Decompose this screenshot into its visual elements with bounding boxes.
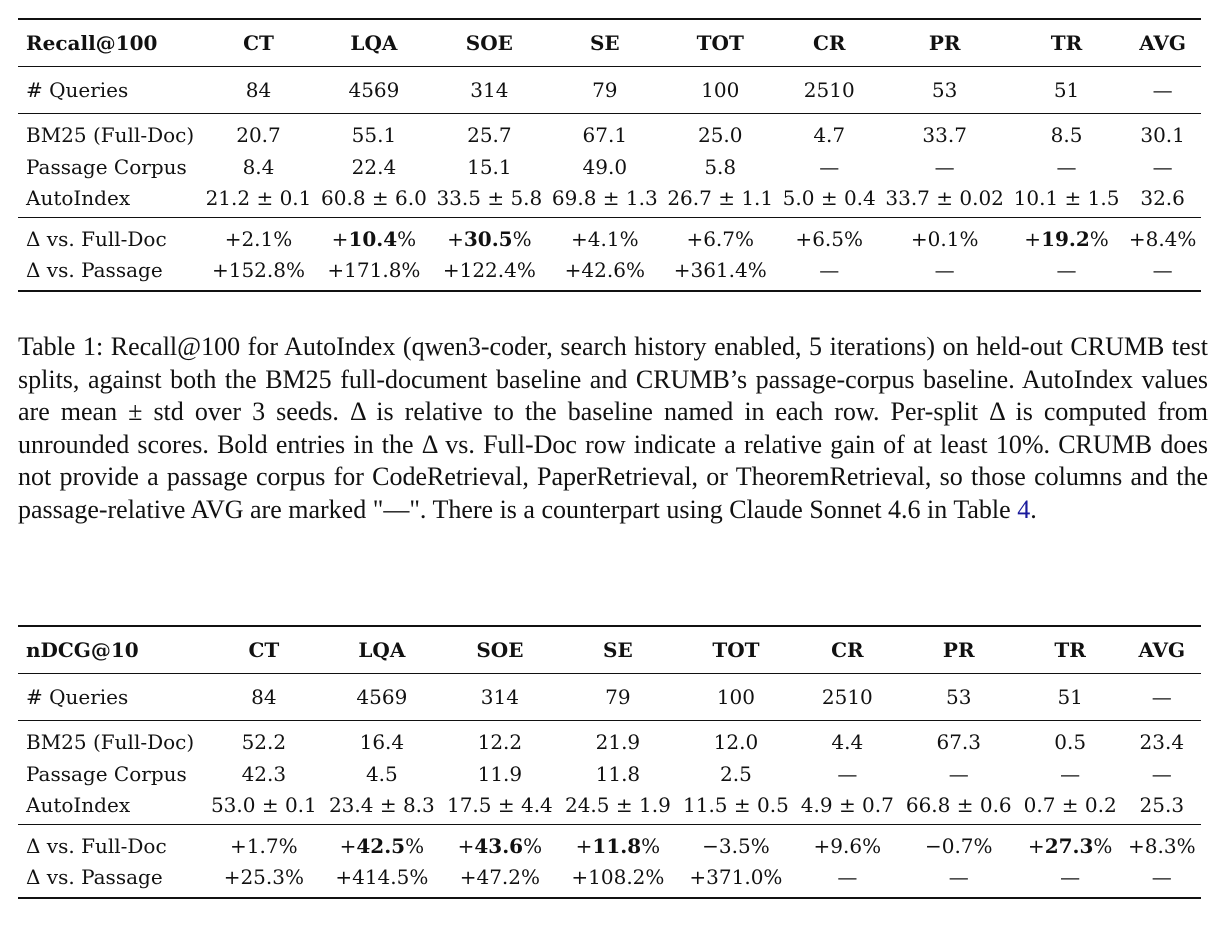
table-reference-link[interactable]: 4 <box>1017 494 1031 524</box>
delta-value: 1.7 <box>246 834 279 858</box>
column-header: SOE <box>476 638 524 662</box>
delta-cell <box>547 254 662 291</box>
delta-sign: + <box>447 227 464 251</box>
delta-sign: + <box>224 227 242 251</box>
delta-cell <box>323 825 441 862</box>
table-caption <box>18 331 1208 526</box>
dash-value: — <box>837 865 858 889</box>
delta-value: 414.5 <box>352 865 410 889</box>
delta-cell <box>205 825 323 862</box>
table-cell: — <box>1152 154 1173 179</box>
delta-sign: − <box>702 834 719 858</box>
table-cell: 53 <box>946 685 972 709</box>
percent-sign: % <box>747 258 767 282</box>
table-cell: 55.1 <box>351 123 397 147</box>
percent-sign: % <box>619 227 639 251</box>
table-cell: 100 <box>716 685 755 709</box>
delta-value: 6.5 <box>812 227 844 251</box>
percent-sign: % <box>973 834 993 858</box>
percent-sign: % <box>750 834 770 858</box>
delta-sign: + <box>223 865 241 889</box>
table-cell: — <box>948 761 969 786</box>
delta-sign: + <box>571 227 588 251</box>
table-cell: 11.9 <box>477 761 523 786</box>
table-row <box>18 183 1201 218</box>
delta-sign: + <box>457 834 475 858</box>
delta-value: 152.8 <box>228 258 286 282</box>
delta-cell <box>441 825 559 862</box>
delta-value: 171.8 <box>344 258 402 282</box>
table-header-row <box>18 626 1201 674</box>
table-cell: 4569 <box>356 685 408 709</box>
table-cell: 60.8 ± 6.0 <box>321 186 427 210</box>
percent-sign: % <box>401 258 421 282</box>
delta-cell <box>1123 825 1201 862</box>
percent-sign: % <box>273 227 293 251</box>
column-header: SOE <box>465 31 513 55</box>
delta-cell <box>432 254 547 291</box>
column-header: CR <box>831 638 864 662</box>
table-cell: 69.8 ± 1.3 <box>551 186 658 210</box>
delta-cell <box>663 254 778 291</box>
percent-sign: % <box>523 834 543 858</box>
delta-cell <box>1018 861 1123 898</box>
row-label: Δ vs. Full-Doc <box>26 834 167 858</box>
delta-cell <box>1124 254 1201 291</box>
delta-value: 25.3 <box>240 865 285 889</box>
delta-cell <box>316 254 431 291</box>
percent-sign: % <box>625 258 645 282</box>
delta-cell <box>547 218 662 255</box>
table-cell: 42.3 <box>241 761 287 786</box>
table-cell: 2510 <box>821 685 873 709</box>
delta-cell <box>778 254 881 291</box>
table-cell: — <box>1056 154 1077 179</box>
column-header: CR <box>812 31 846 55</box>
metric-header: Recall@100 <box>26 31 158 55</box>
delta-value: 6.7 <box>703 227 736 251</box>
table-cell: 25.7 <box>467 123 512 147</box>
table-cell: 25.0 <box>697 123 743 147</box>
table-cell: 79 <box>605 685 631 709</box>
delta-value: 9.6 <box>830 834 863 858</box>
dash-value: — <box>1151 865 1172 889</box>
delta-cell <box>201 218 316 255</box>
delta-row <box>18 218 1201 255</box>
delta-row <box>18 861 1201 898</box>
delta-sign: + <box>339 834 357 858</box>
percent-sign: % <box>285 258 305 282</box>
delta-sign: + <box>211 258 229 282</box>
queries-row <box>18 67 1201 114</box>
column-header: LQA <box>358 638 406 662</box>
table-cell: 22.4 <box>351 154 397 179</box>
table-cell: 51 <box>1053 78 1080 102</box>
percent-sign: % <box>405 834 425 858</box>
table-cell: 21.2 ± 0.1 <box>205 186 312 210</box>
table-cell: 5.8 <box>704 154 737 179</box>
row-label: Δ vs. Passage <box>26 258 163 282</box>
table-cell: 11.8 <box>595 761 641 786</box>
delta-sign: + <box>564 258 582 282</box>
percent-sign: % <box>735 227 755 251</box>
delta-cell <box>663 218 778 255</box>
table-cell: 15.1 <box>467 154 512 179</box>
delta-sign: + <box>575 834 593 858</box>
delta-sign: + <box>673 258 691 282</box>
delta-value: 8.4 <box>1145 227 1178 251</box>
dash-value: — <box>1056 258 1077 282</box>
delta-value: 2.1 <box>241 227 274 251</box>
delta-value-bold: 27.3 <box>1044 834 1094 858</box>
ndcg-results-table <box>18 625 1201 899</box>
delta-sign: + <box>686 227 704 251</box>
column-header: TR <box>1054 638 1086 662</box>
table-cell: 21.9 <box>595 730 641 754</box>
percent-sign: % <box>521 865 541 889</box>
column-header: SE <box>603 638 633 662</box>
delta-sign: + <box>1128 834 1145 858</box>
delta-cell <box>1009 218 1124 255</box>
percent-sign: % <box>512 227 532 251</box>
delta-value: 3.5 <box>718 834 751 858</box>
table-cell: 33.5 ± 5.8 <box>436 186 543 210</box>
delta-sign: + <box>1024 227 1042 251</box>
delta-sign: + <box>327 258 345 282</box>
table-cell: 24.5 ± 1.9 <box>564 793 671 817</box>
delta-cell <box>559 825 677 862</box>
table-cell: — <box>934 154 955 179</box>
row-label: Passage Corpus <box>26 761 187 786</box>
delta-value: 47.2 <box>476 865 522 889</box>
percent-sign: % <box>641 834 661 858</box>
table-cell: — <box>1152 78 1173 102</box>
dash-value: — <box>1060 865 1081 889</box>
delta-sign: + <box>331 227 349 251</box>
column-header: SE <box>589 31 620 55</box>
dash-value: — <box>819 258 840 282</box>
delta-value: 8.3 <box>1144 834 1177 858</box>
table-cell: 10.1 ± 1.5 <box>1013 186 1120 210</box>
column-header: CT <box>243 31 274 55</box>
table-row <box>18 150 1201 183</box>
delta-cell <box>201 254 316 291</box>
percent-sign: % <box>409 865 429 889</box>
table-row <box>18 757 1201 790</box>
delta-value: 122.4 <box>459 258 517 282</box>
table-cell: 66.8 ± 0.6 <box>905 793 1012 817</box>
delta-value: 0.7 <box>941 834 974 858</box>
table-cell: 49.0 <box>582 154 628 179</box>
table-cell: 314 <box>470 78 509 102</box>
table-cell: 79 <box>592 78 618 102</box>
table-cell: 51 <box>1057 685 1083 709</box>
table-row <box>18 114 1201 151</box>
delta-cell <box>323 861 441 898</box>
table-cell: 25.3 <box>1139 793 1185 817</box>
table-cell: 67.1 <box>582 123 628 147</box>
caption-text: Table 1: Recall@100 for AutoIndex (qwen3-coder, search history enabled, 5 iterations) on held-out CRUMB test splits, against both the BM25 full-document baseline and CRUMB’s passage-corpus baseline. AutoIndex values are mean ± std over 3 seeds. Δ is relative to the baseline named in each row. Per-split Δ is computed from unrounded scores. Bold entries in the Δ vs. Full-Doc row indicate a relative gain of at least 10%. CRUMB does not provide a passage corpus for CodeRetrieval, PaperRetrieval, or TheoremRetrieval, so those columns and the passage-relative AVG are marked "—". There is a counterpart using Claude Sonnet 4.6 in Table <box>18 332 1208 524</box>
column-header: PR <box>928 31 961 55</box>
table-cell: 2.5 <box>720 761 752 786</box>
delta-value: 0.1 <box>927 227 960 251</box>
table-cell: 53.0 ± 0.1 <box>210 793 317 817</box>
percent-sign: % <box>516 258 536 282</box>
percent-sign: % <box>1176 834 1196 858</box>
table-cell: 11.5 ± 0.5 <box>683 793 789 817</box>
column-header: TOT <box>712 638 760 662</box>
row-label: # Queries <box>26 78 129 102</box>
table-cell: 314 <box>480 685 519 709</box>
table-cell: 4569 <box>348 78 400 102</box>
delta-sign: − <box>924 834 942 858</box>
dash-value: — <box>1152 258 1173 282</box>
delta-cell <box>900 825 1018 862</box>
table-cell: 16.4 <box>359 730 405 754</box>
table-cell: 4.5 <box>365 761 398 786</box>
table-cell: 26.7 ± 1.1 <box>667 186 774 210</box>
delta-sign: + <box>442 258 460 282</box>
table-cell: 0.7 ± 0.2 <box>1023 793 1117 817</box>
percent-sign: % <box>397 227 417 251</box>
delta-value: 108.2 <box>588 865 646 889</box>
percent-sign: % <box>284 865 304 889</box>
table-cell: — <box>819 154 840 179</box>
row-label: AutoIndex <box>26 186 131 210</box>
delta-cell <box>795 825 900 862</box>
table-cell: 84 <box>251 685 277 709</box>
table-cell: 52.2 <box>241 730 287 754</box>
delta-sign: + <box>813 834 831 858</box>
table-cell: 8.4 <box>242 154 275 179</box>
queries-row <box>18 674 1201 721</box>
delta-cell <box>1018 825 1123 862</box>
delta-cell <box>316 218 431 255</box>
table-body <box>18 674 1201 899</box>
percent-sign: % <box>862 834 882 858</box>
percent-sign: % <box>278 834 298 858</box>
metric-header: nDCG@10 <box>26 638 139 662</box>
row-label: BM25 (Full-Doc) <box>26 730 195 754</box>
delta-sign: + <box>571 865 589 889</box>
table-cell: 84 <box>245 78 272 102</box>
table-cell: — <box>1060 761 1081 786</box>
percent-sign: % <box>1177 227 1197 251</box>
row-label: Δ vs. Full-Doc <box>26 227 167 251</box>
column-header: CT <box>248 638 280 662</box>
column-header: LQA <box>350 31 398 55</box>
table-cell: 33.7 ± 0.02 <box>885 186 1004 210</box>
table-cell: 30.1 <box>1140 123 1185 147</box>
percent-sign: % <box>763 865 783 889</box>
row-label: AutoIndex <box>26 793 131 817</box>
table-cell: 4.9 ± 0.7 <box>800 793 894 817</box>
table-cell: — <box>837 761 858 786</box>
delta-cell <box>441 861 559 898</box>
delta-sign: + <box>1128 227 1146 251</box>
column-header: PR <box>942 638 975 662</box>
dash-value: — <box>948 865 969 889</box>
percent-sign: % <box>1089 227 1109 251</box>
delta-value: 371.0 <box>706 865 764 889</box>
delta-cell <box>795 861 900 898</box>
delta-value-bold: 11.8 <box>592 834 642 858</box>
delta-sign: + <box>689 865 707 889</box>
delta-sign: + <box>1027 834 1045 858</box>
delta-cell <box>880 254 1008 291</box>
delta-value-bold: 42.5 <box>356 834 406 858</box>
delta-sign: + <box>335 865 353 889</box>
table-cell: 17.5 ± 4.4 <box>446 793 553 817</box>
table-cell: 2510 <box>803 78 855 102</box>
table-body <box>18 67 1201 292</box>
delta-cell <box>778 218 881 255</box>
delta-row <box>18 254 1201 291</box>
table-cell: 4.7 <box>813 123 846 147</box>
delta-cell <box>677 861 795 898</box>
table-cell: 0.5 <box>1054 730 1087 754</box>
delta-sign: + <box>910 227 928 251</box>
column-header: AVG <box>1138 638 1186 662</box>
delta-value: 4.1 <box>587 227 620 251</box>
table-cell: 12.0 <box>713 730 759 754</box>
delta-value-bold: 43.6 <box>474 834 524 858</box>
table-cell: 8.5 <box>1050 123 1083 147</box>
row-label: # Queries <box>26 685 129 709</box>
delta-value: 42.6 <box>581 258 626 282</box>
table-cell: 20.7 <box>236 123 281 147</box>
delta-cell <box>1009 254 1124 291</box>
table-cell: 23.4 ± 8.3 <box>328 793 435 817</box>
column-header: TR <box>1050 31 1083 55</box>
delta-sign: + <box>795 227 813 251</box>
dash-value: — <box>934 258 955 282</box>
delta-cell <box>1124 218 1201 255</box>
delta-sign: + <box>230 834 247 858</box>
percent-sign: % <box>959 227 979 251</box>
delta-cell <box>1123 861 1201 898</box>
table-cell: 23.4 <box>1139 730 1185 754</box>
percent-sign: % <box>645 865 665 889</box>
delta-cell <box>900 861 1018 898</box>
delta-cell <box>205 861 323 898</box>
delta-row <box>18 825 1201 862</box>
recall-results-table <box>18 18 1201 292</box>
row-label: BM25 (Full-Doc) <box>26 123 195 147</box>
delta-cell <box>559 861 677 898</box>
table-cell: — <box>1151 761 1172 786</box>
caption-end: . <box>1030 494 1037 524</box>
row-label: Δ vs. Passage <box>26 865 163 889</box>
table-cell: 32.6 <box>1140 186 1185 210</box>
delta-sign: + <box>459 865 477 889</box>
percent-sign: % <box>1093 834 1113 858</box>
column-header: AVG <box>1139 31 1186 55</box>
table-cell: 53 <box>931 78 958 102</box>
table-cell: 100 <box>701 78 740 102</box>
table-cell: 5.0 ± 0.4 <box>782 186 876 210</box>
table-row <box>18 790 1201 825</box>
row-label: Passage Corpus <box>26 154 187 179</box>
table-cell: — <box>1151 685 1172 709</box>
delta-cell <box>432 218 547 255</box>
delta-value: 361.4 <box>690 258 748 282</box>
delta-value-bold: 30.5 <box>463 227 513 251</box>
delta-cell <box>677 825 795 862</box>
delta-value-bold: 19.2 <box>1041 227 1090 251</box>
table-cell: 33.7 <box>922 123 967 147</box>
column-header: TOT <box>696 31 744 55</box>
delta-value-bold: 10.4 <box>348 227 398 251</box>
table-cell: 4.4 <box>831 730 864 754</box>
delta-cell <box>880 218 1008 255</box>
table-header-row <box>18 19 1201 67</box>
table-cell: 12.2 <box>477 730 523 754</box>
table-cell: 67.3 <box>936 730 982 754</box>
percent-sign: % <box>844 227 864 251</box>
table-row <box>18 721 1201 758</box>
